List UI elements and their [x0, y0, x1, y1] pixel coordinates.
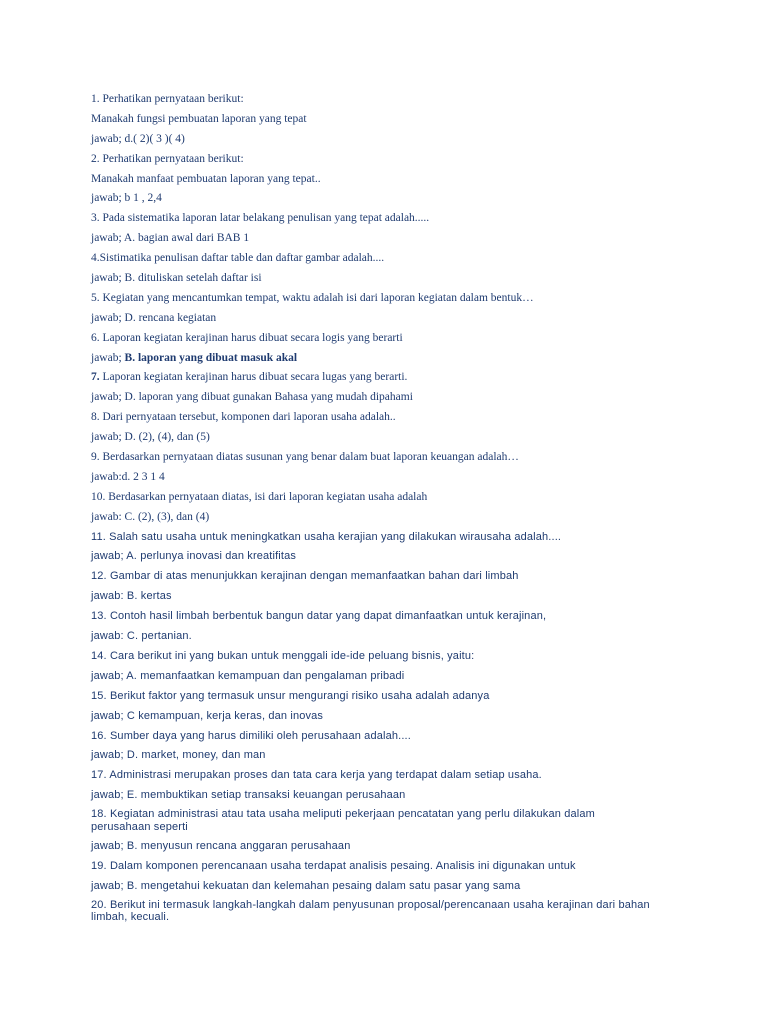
question-line: 18. Kegiatan administrasi atau tata usaha meliputi pekerjaan pencatatan yang perlu dilakukan dalam perusahaan seperti — [91, 808, 595, 833]
answer-line: jawab; A. bagian awal dari BAB 1 — [91, 232, 250, 245]
question-line: 17. Administrasi merupakan proses dan tata cara kerja yang terdapat dalam setiap usaha. — [91, 769, 542, 782]
answer-line: jawab; D. rencana kegiatan — [91, 311, 217, 324]
question-line: 14. Cara berikut ini yang bukan untuk menggali ide-ide peluang bisnis, yaitu: — [91, 649, 475, 662]
answer-line: jawab: C. (2), (3), dan (4) — [91, 510, 210, 523]
answer-line: jawab; C kemampuan, kerja keras, dan inovas — [91, 709, 324, 722]
question-line: 16. Sumber daya yang harus dimiliki oleh perusahaan adalah.... — [91, 729, 411, 742]
question-answer-list — [91, 92, 651, 930]
answer-line: jawab: C. pertanian. — [91, 630, 192, 643]
answer-line: jawab; b 1 , 2,4 — [91, 192, 162, 205]
question-line: 19. Dalam komponen perencanaan usaha terdapat analisis pesaing. Analisis ini digunakan untuk — [91, 859, 576, 872]
answer-line: jawab; D. market, money, dan man — [91, 749, 266, 762]
answer-line: jawab; D. laporan yang dibuat gunakan Bahasa yang mudah dipahami — [91, 391, 413, 404]
answer-bold-text: B. laporan yang dibuat masuk akal — [124, 351, 298, 364]
question-line: 12. Gambar di atas menunjukkan kerajinan dengan memanfaatkan bahan dari limbah — [91, 570, 519, 583]
question-line: 9. Berdasarkan pernyataan diatas susunan yang benar dalam buat laporan keuangan adalah… — [91, 451, 519, 464]
question-line: 13. Contoh hasil limbah berbentuk bangun datar yang dapat dimanfaatkan untuk kerajinan, — [91, 610, 547, 623]
question-line: 2. Perhatikan pernyataan berikut: — [91, 152, 244, 165]
question-line: Manakah manfaat pembuatan laporan yang tepat.. — [91, 172, 321, 185]
question-line — [91, 370, 651, 384]
question-line: 8. Dari pernyataan tersebut, komponen dari laporan usaha adalah.. — [91, 411, 396, 424]
question-line: 10. Berdasarkan pernyataan diatas, isi dari laporan kegiatan usaha adalah — [91, 490, 428, 503]
question-line: Manakah fungsi pembuatan laporan yang tepat — [91, 112, 307, 125]
answer-line: jawab; A. memanfaatkan kemampuan dan pengalaman pribadi — [91, 669, 405, 682]
question-line: 1. Perhatikan pernyataan berikut: — [91, 93, 244, 105]
question-line: 3. Pada sistematika laporan latar belakang penulisan yang tepat adalah..... — [91, 212, 430, 225]
answer-line — [91, 351, 651, 365]
answer-line: jawab; E. membuktikan setiap transaksi keuangan perusahaan — [91, 789, 406, 802]
question-number: 7. — [91, 371, 100, 384]
question-line: 20. Berikut ini termasuk langkah-langkah dalam penyusunan proposal/perencanaan usaha kerajinan dari bahan limbah, kecuali. — [91, 898, 650, 924]
question-line: 5. Kegiatan yang mencantumkan tempat, waktu adalah isi dari laporan kegiatan dalam bentuk… — [91, 291, 534, 304]
answer-line: jawab; D. (2), (4), dan (5) — [91, 431, 210, 444]
question-text: Laporan kegiatan kerajinan harus dibuat secara lugas yang berarti. — [99, 371, 408, 384]
answer-line: jawab; B. menyusun rencana anggaran perusahaan — [91, 839, 351, 852]
answer-line: jawab; A. perlunya inovasi dan kreatifitas — [91, 550, 297, 563]
question-line: 4.Sistimatika penulisan daftar table dan daftar gambar adalah.... — [91, 252, 385, 265]
answer-line: jawab: B. kertas — [91, 590, 172, 603]
question-line: 6. Laporan kegiatan kerajinan harus dibuat secara logis yang berarti — [91, 331, 403, 344]
question-line: 11. Salah satu usaha untuk meningkatkan usaha kerajian yang dilakukan wirausaha adalah.... — [91, 530, 562, 543]
answer-line: jawab; B. dituliskan setelah daftar isi — [91, 272, 262, 285]
answer-line: jawab:d. 2 3 1 4 — [91, 470, 165, 483]
answer-prefix: jawab; — [91, 351, 125, 364]
answer-line: jawab; d.( 2)( 3 )( 4) — [91, 132, 185, 145]
question-line: 15. Berikut faktor yang termasuk unsur mengurangi risiko usaha adalah adanya — [91, 689, 490, 702]
answer-line: jawab; B. mengetahui kekuatan dan kelemahan pesaing dalam satu pasar yang sama — [91, 879, 521, 892]
